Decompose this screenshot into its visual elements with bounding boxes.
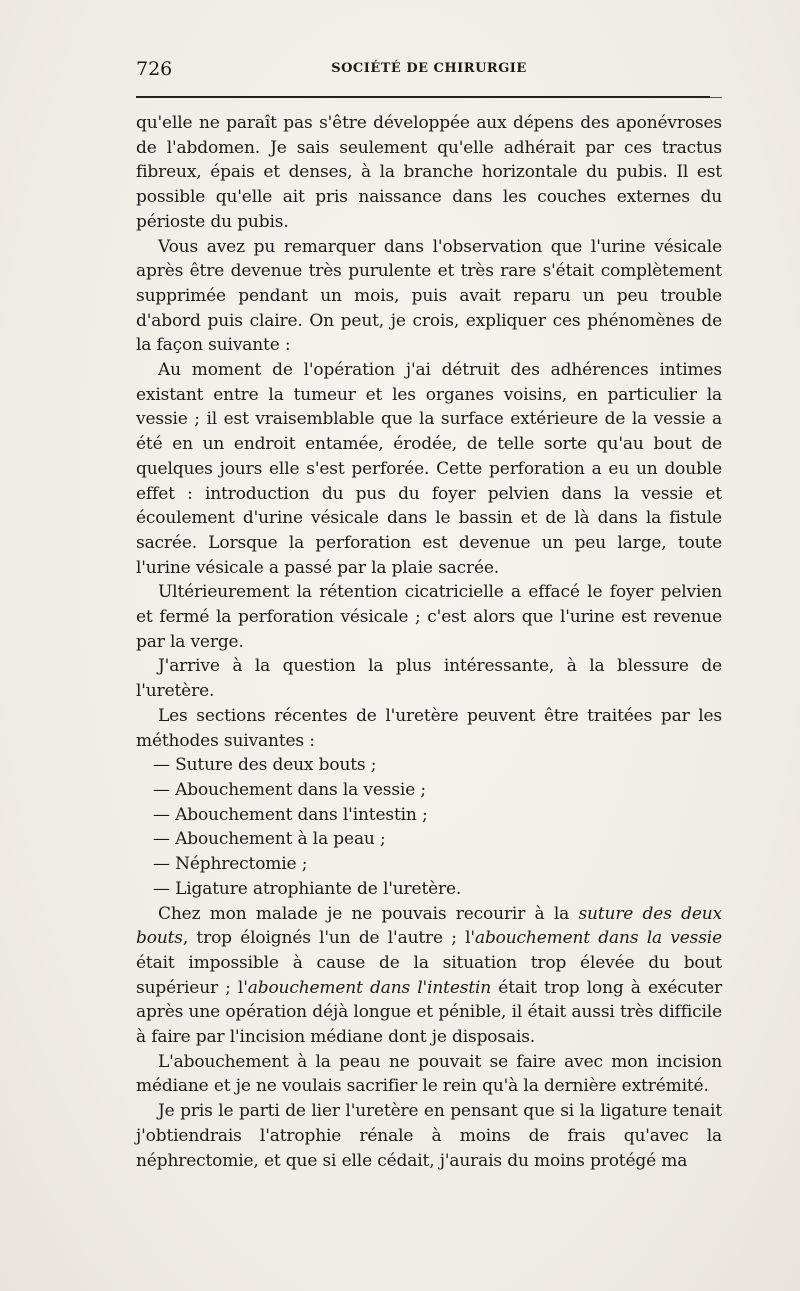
running-title: SOCIÉTÉ DE CHIRURGIE [331,61,527,76]
emphasis-abouchement-intestin: abouchement dans l'intestin [247,977,492,998]
emphasis-abouchement-vessie: abouchement dans la vessie [474,928,722,949]
paragraph-1: qu'elle ne paraît pas s'être développée aux dépens des aponévroses de l'abdomen. Je sais seulement qu'elle adhérait par ces tractus fibreux, épais et denses, à la branche horizontale du pubis. Il est possible qu'elle ait pris naissance dans les couches externes du périoste du pubis. [136,113,722,232]
paragraph-4: Ultérieurement la rétention cicatricielle a effacé le foyer pelvien et fermé la perforation vésicale ; c'est alors que l'urine est revenue par la verge. [136,582,722,652]
list-item: — Abouchement à la peau ; [153,829,386,850]
list-item: — Suture des deux bouts ; [153,755,377,776]
header-rule [136,96,710,98]
paragraph-7-text-c: , trop éloignés l'un de l'autre ; l' [182,928,475,949]
emphasis-suture: suture des deux bouts [136,903,722,949]
paragraph-7-text-a: Chez mon malade je ne pouvais recourir à la [158,903,579,924]
paragraph-3: Au moment de l'opération j'ai détruit des adhérences intimes existant entre la tumeur et les organes voisins, en particulier la vessie ; il est vraisemblable que la surface extérieure de la vessie a été en un endroit entamée, érodée, de telle sorte qu'au bout de quelques jours elle s'est perforée. Cette perforation a eu un double effet : introduction du pus du foyer pelvien dans la vessie et écoulement d'urine vésicale dans le bassin et de là dans la fistule sacrée. Lorsque la perforation est devenue un peu large, toute l'urine vésicale a passé par la plaie sacrée. [136,360,722,578]
page-number: 726 [136,58,173,80]
list-item: — Abouchement dans la vessie ; [153,779,426,800]
paragraph-5: J'arrive à la question la plus intéressante, à la blessure de l'uretère. [136,656,722,702]
paragraph-8: L'abouchement à la peau ne pouvait se faire avec mon incision médiane et je ne voulais sacrifier le rein qu'à la dernière extrémité. [136,1051,722,1097]
paragraph-7-text-g: était trop long à exécuter après une opération déjà longue et pénible, il était aussi très difficile à faire par l'incision médiane dont je disposais. [136,977,722,1048]
list-item: — Néphrectomie ; [153,854,308,875]
body-text [136,111,722,1173]
paragraph-6: Les sections récentes de l'uretère peuvent être traitées par les méthodes suivantes : [136,705,722,751]
page-header [136,58,722,88]
paragraph-2: Vous avez pu remarquer dans l'observation que l'urine vésicale après être devenue très purulente et très rare s'était complètement supprimée pendant un mois, puis avait reparu un peu trouble d'abord puis claire. On peut, je crois, expliquer ces phénomènes de la façon suivante : [136,236,722,356]
paragraph-9: Je pris le parti de lier l'uretère en pensant que si la ligature tenait j'obtiendrais l'atrophie rénale à moins de frais qu'avec la néphrectomie, et que si elle cédait, j'aurais du moins protégé ma [136,1101,722,1171]
list-item: — Ligature atrophiante de l'uretère. [153,878,462,899]
list-item: — Abouchement dans l'intestin ; [153,804,428,825]
paragraph-7-text-e: était impossible à cause de la situation trop élevée du bout supérieur ; l' [136,952,722,998]
paragraph-7 [136,902,722,1050]
header-rule-tail [710,97,722,98]
